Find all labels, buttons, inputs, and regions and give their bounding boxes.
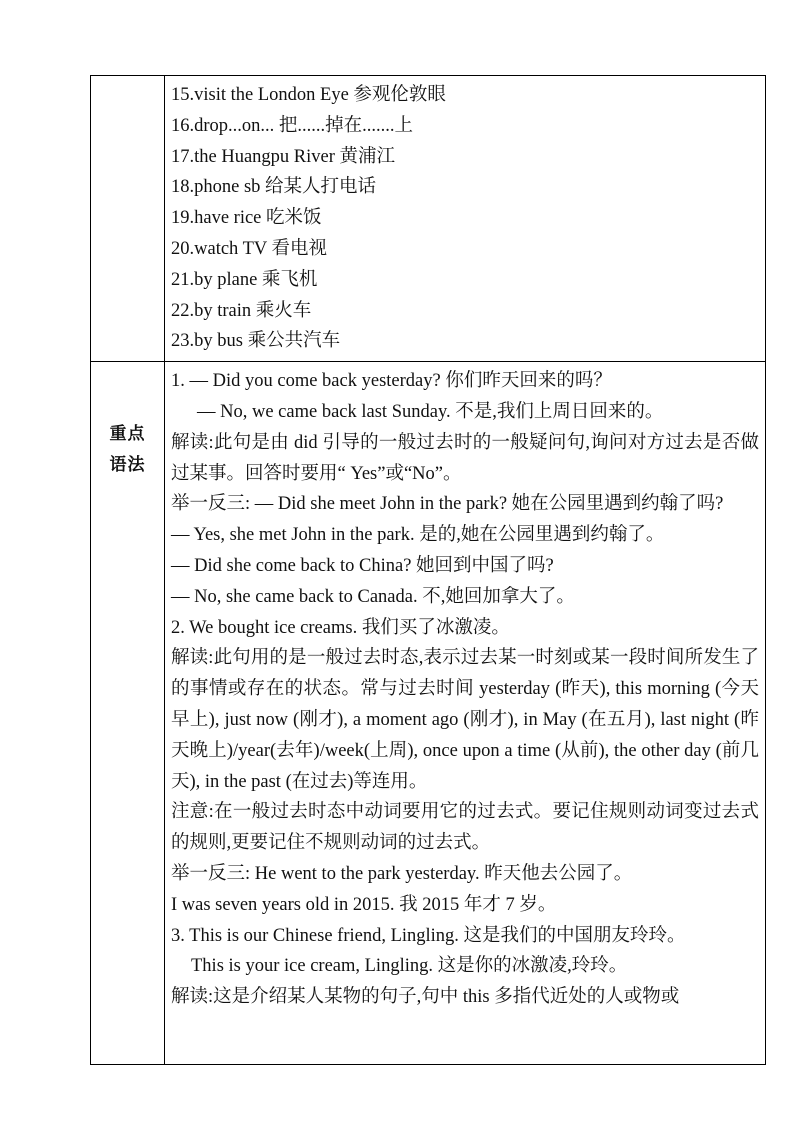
vocab-label-cell [91,76,165,362]
grammar-3-explanation: 解读:这是介绍某人某物的句子,句中 this 多指代近处的人或物或 [171,987,680,1008]
vocab-item: 21.by plane 乘飞机 [171,269,318,290]
grammar-3-sentence: This is your ice cream, Lingling. 这是你的冰激凌,玲玲。 [191,956,628,977]
grammar-1-example-answer: — No, she came back to Canada. 不,她回加拿大了。 [171,586,575,607]
section-label-line2: 语法 [109,455,146,476]
section-label-cell [91,362,165,1065]
grammar-2-explanation: 解读:此句用的是一般过去时态,表示过去某一时刻或某一段时间所发生了的事情或存在的状态。常与过去时间 yesterday (昨天), this morning (今天早上), just now (刚才), a moment ago (刚才), in May (在五月), last night (昨天晚上)/year(去年)/week(上周), once upon a time (从前), the other day (前几天), in the past (在过去)等连用。 [171,648,759,792]
section-label-line1: 重点 [109,424,146,445]
grammar-2-example: 举一反三: He went to the park yesterday. 昨天他去公园了。 [171,863,633,884]
grammar-content [165,362,765,1017]
section-label [91,419,164,481]
vocab-content-cell [165,76,766,362]
grammar-2-example: I was seven years old in 2015. 我 2015 年才 7 岁。 [171,894,557,915]
vocab-item: 19.have rice 吃米饭 [171,208,322,229]
notes-table [90,75,766,1065]
vocab-item: 18.phone sb 给某人打电话 [171,177,377,198]
grammar-2-note: 注意:在一般过去时态中动词要用它的过去式。要记住规则动词变过去式的规则,更要记住不规则动词的过去式。 [171,802,759,854]
vocab-row [91,76,766,362]
grammar-row [91,362,766,1065]
vocab-item: 20.watch TV 看电视 [171,238,328,259]
vocab-list [165,76,765,361]
grammar-1-answer: — No, we came back last Sunday. 不是,我们上周日回来的。 [197,401,664,422]
vocab-item: 17.the Huangpu River 黄浦江 [171,146,396,167]
grammar-1-explanation: 解读:此句是由 did 引导的一般过去时的一般疑问句,询问对方过去是否做过某事。回答时要用“ Yes”或“No”。 [171,432,759,484]
vocab-item: 23.by bus 乘公共汽车 [171,331,341,352]
grammar-1-example-question: — Did she come back to China? 她回到中国了吗? [171,555,554,576]
grammar-2-sentence: 2. We bought ice creams. 我们买了冰激凌。 [171,617,510,638]
vocab-item: 22.by train 乘火车 [171,300,312,321]
grammar-1-example-question: 举一反三: — Did she meet John in the park? 她在公园里遇到约翰了吗? [171,494,724,515]
vocab-item: 16.drop...on... 把......掉在.......上 [171,115,414,136]
grammar-3-sentence: 3. This is our Chinese friend, Lingling. 这是我们的中国朋友玲玲。 [171,925,686,946]
grammar-1-example-answer: — Yes, she met John in the park. 是的,她在公园里遇到约翰了。 [171,525,665,546]
vocab-item: 15.visit the London Eye 参观伦敦眼 [171,85,446,105]
grammar-content-cell [165,362,766,1065]
grammar-1-question: 1. — Did you come back yesterday? 你们昨天回来的吗？ [171,371,612,392]
